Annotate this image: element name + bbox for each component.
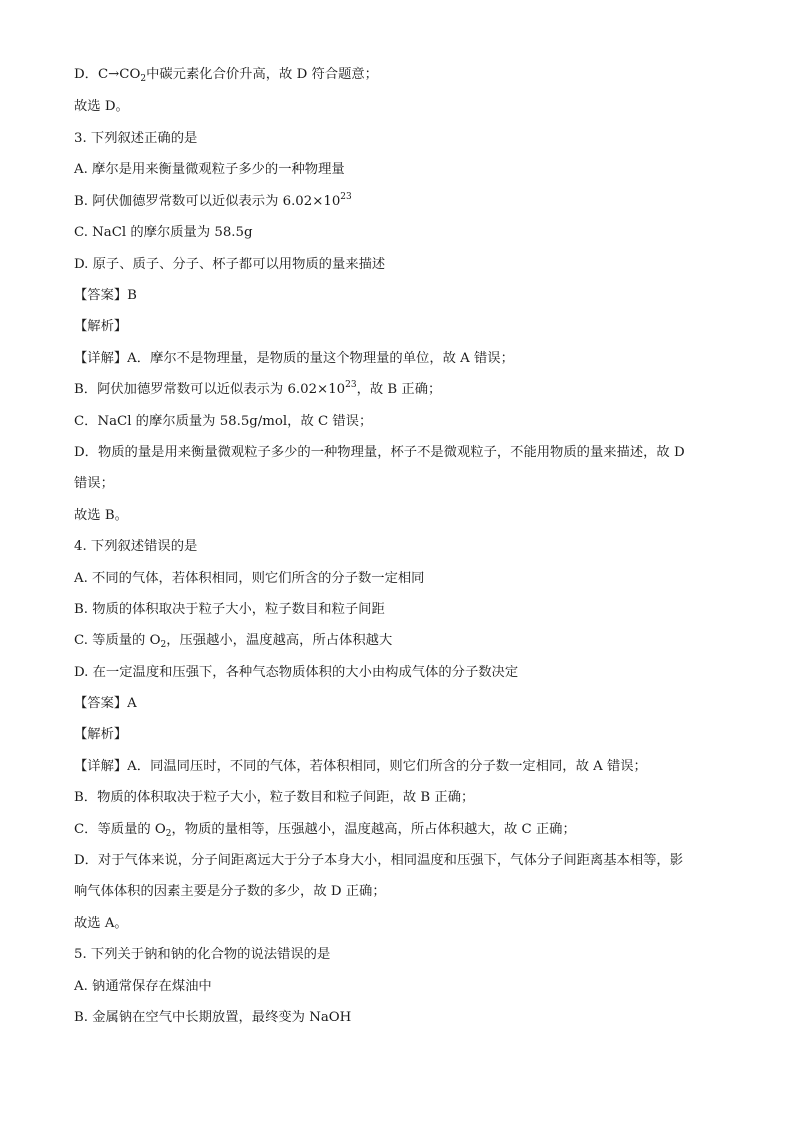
option-d: D. 原子、质子、分子、杯子都可以用物质的量来描述 bbox=[74, 257, 386, 272]
question-stem: 3. 下列叙述正确的是 bbox=[74, 131, 198, 146]
option-a: A. 钠通常保存在煤油中 bbox=[74, 979, 212, 994]
detail-line: 错误； bbox=[74, 476, 114, 491]
conclusion-line: 故选 A。 bbox=[74, 916, 128, 931]
analysis-label: 【解析】 bbox=[74, 727, 128, 742]
detail-line: B．阿伏加德罗常数可以近似表示为 $6.02\times 10^{23}$，故 B 正确； bbox=[74, 380, 442, 397]
analysis-label: 【解析】 bbox=[74, 319, 128, 334]
detail-line: 响气体体积的因素主要是分子数的多少，故 D 正确； bbox=[74, 884, 386, 899]
detail-line: D．对于气体来说，分子间距离远大于分子本身大小，相同温度和压强下，气体分子间距离基本相等，影 bbox=[74, 853, 684, 868]
question-stem: 5. 下列关于钠和钠的化合物的说法错误的是 bbox=[74, 947, 331, 962]
text-line: D．$C\to CO_2$中碳元素化合价升高，故 D 符合题意； bbox=[74, 67, 378, 84]
option-b: B. 金属钠在空气中长期放置，最终变为 NaOH bbox=[74, 1010, 352, 1025]
detail-line: D．物质的量是用来衡量微观粒子多少的一种物理量，杯子不是微观粒子，不能用物质的量来描述，故 D bbox=[74, 445, 685, 460]
option-c: C. NaCl 的摩尔质量为 58.5g bbox=[74, 225, 253, 240]
option-b: B. 物质的体积取决于粒子大小，粒子数目和粒子间距 bbox=[74, 602, 385, 617]
detail-line: 【详解】A．同温同压时，不同的气体，若体积相同，则它们所含的分子数一定相同，故 A 错误； bbox=[74, 759, 647, 774]
detail-line: B．物质的体积取决于粒子大小，粒子数目和粒子间距，故 B 正确； bbox=[74, 790, 475, 805]
conclusion-line: 故选 B。 bbox=[74, 508, 128, 523]
detail-line: 【详解】A．摩尔不是物理量，是物质的量这个物理量的单位，故 A 错误； bbox=[74, 351, 514, 366]
option-a: A. 摩尔是用来衡量微观粒子多少的一种物理量 bbox=[74, 162, 345, 177]
answer-label: 【答案】A bbox=[74, 696, 137, 711]
question-stem: 4. 下列叙述错误的是 bbox=[74, 539, 198, 554]
option-a: A. 不同的气体，若体积相同，则它们所含的分子数一定相同 bbox=[74, 571, 425, 586]
option-c: C. 等质量的 $O_2$，压强越小，温度越高，所占体积越大 bbox=[74, 633, 393, 650]
detail-line: C．NaCl 的摩尔质量为 58.5g/mol，故 C 错误； bbox=[74, 414, 373, 429]
option-b: B. 阿伏伽德罗常数可以近似表示为 $6.02\times 10^{23}$ bbox=[74, 192, 352, 209]
answer-label: 【答案】B bbox=[74, 288, 137, 303]
detail-line: C．等质量的 $O_2$，物质的量相等，压强越小，温度越高，所占体积越大，故 C 正确； bbox=[74, 822, 576, 839]
option-d: D. 在一定温度和压强下，各种气态物质体积的大小由构成气体的分子数决定 bbox=[74, 665, 519, 680]
text-line: 故选 D。 bbox=[74, 99, 129, 114]
